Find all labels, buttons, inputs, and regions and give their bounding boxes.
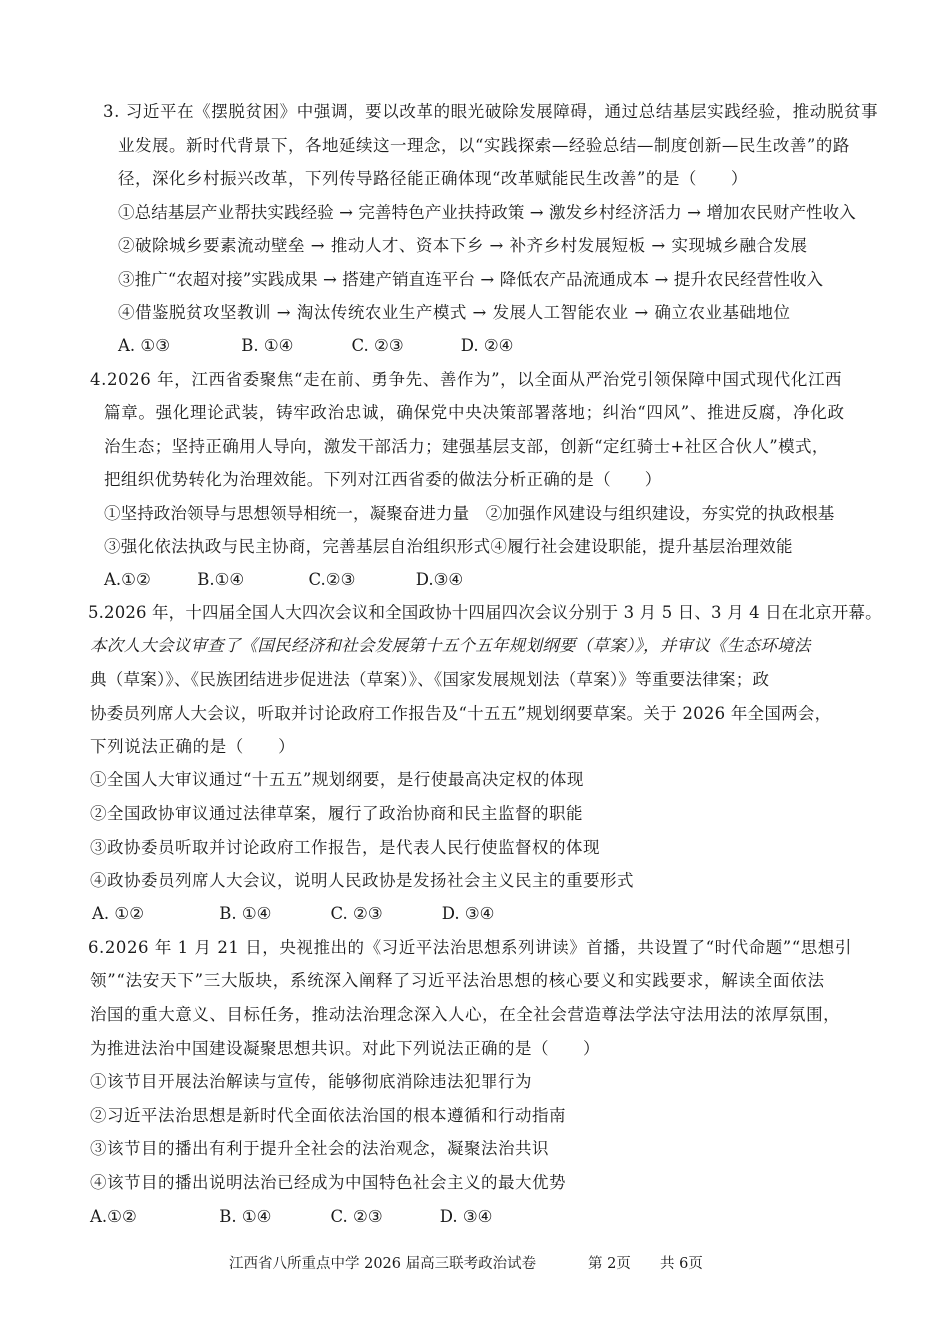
choice-a: A.①② xyxy=(90,1207,137,1226)
question-option: ①坚持政治领导与思想领导相统一，凝聚奋进力量 ②加强作风建设与组织建设，夯实党的执政根基 xyxy=(104,504,835,523)
choice-b: B. ①④ xyxy=(219,1207,272,1226)
question-stem-line: 6.2026 年 1 月 21 日，央视推出的《习近平法治思想系列讲读》首播，共设置了“时代命题”“思想引 xyxy=(88,938,852,957)
question-option: ③强化依法执政与民主协商，完善基层自治组织形式④履行社会建设职能，提升基层治理效能 xyxy=(104,537,793,556)
question-stem-line: 本次人大会议审查了《国民经济和社会发展第十五个五年规划纲要（草案）》，并审议《生态环境法 xyxy=(90,636,811,655)
question-option: ④借鉴脱贫攻坚教训 → 淘汰传统农业生产模式 → 发展人工智能农业 → 确立农业基础地位 xyxy=(118,303,791,322)
choice-b: B. ①④ xyxy=(241,336,294,355)
answer-choices xyxy=(104,568,463,592)
question-stem-line: 治生态；坚持正确用人导向，激发干部活力；建强基层支部，创新“定红骑士+社区合伙人”模式， xyxy=(104,437,829,456)
choice-b: B.①④ xyxy=(197,570,245,589)
answer-choices xyxy=(118,334,513,358)
choice-d: D. ③④ xyxy=(441,904,495,923)
page-number: 第 2页 xyxy=(588,1256,631,1272)
choice-c: C. ②③ xyxy=(330,904,383,923)
choice-a: A. ①② xyxy=(92,904,144,923)
question-option: ③政协委员听取并讨论政府工作报告，是代表人民行使监督权的体现 xyxy=(90,838,600,857)
question-stem-line: 篇章。强化理论武装，铸牢政治忠诚，确保党中央决策部署落地；纠治“四风”、推进反腐，净化政 xyxy=(104,403,845,422)
question-option: ③该节目的播出有利于提升全社会的法治观念，凝聚法治共识 xyxy=(90,1139,549,1158)
answer-choices xyxy=(92,902,494,926)
question-option: ②全国政协审议通过法律草案，履行了政治协商和民主监督的职能 xyxy=(90,804,583,823)
answer-choices xyxy=(90,1205,492,1229)
question-option: ②破除城乡要素流动壁垒 → 推动人才、资本下乡 → 补齐乡村发展短板 → 实现城乡融合发展 xyxy=(118,236,808,255)
choice-c: C. ②③ xyxy=(351,336,404,355)
question-stem-line: 5.2026 年，十四届全国人大四次会议和全国政协十四届四次会议分别于 3 月 5 日、3 月 4 日在北京开幕。 xyxy=(88,603,882,622)
question-stem-line: 为推进法治中国建设凝聚思想共识。对此下列说法正确的是（ ） xyxy=(90,1039,600,1058)
question-stem-line: 治国的重大意义、目标任务，推动法治理念深入人心，在全社会营造尊法学法守法用法的浓厚氛围， xyxy=(90,1005,841,1024)
page-total: 共 6页 xyxy=(660,1256,703,1272)
question-stem-line: 把组织优势转化为治理效能。下列对江西省委的做法分析正确的是（ ） xyxy=(104,470,662,489)
question-stem-line: 4.2026 年，江西省委聚焦“走在前、勇争先、善作为”，以全面从严治党引领保障中国式现代化江西 xyxy=(90,370,843,389)
choice-a: A. ①③ xyxy=(118,336,170,355)
question-option: ④政协委员列席人大会议，说明人民政协是发扬社会主义民主的重要形式 xyxy=(90,871,634,890)
choice-c: C.②③ xyxy=(308,570,356,589)
question-stem-line: 下列说法正确的是（ ） xyxy=(90,737,296,756)
choice-c: C. ②③ xyxy=(330,1207,383,1226)
question-stem-line: 3. 习近平在《摆脱贫困》中强调，要以改革的眼光破除发展障碍，通过总结基层实践经验，推动脱贫事 xyxy=(103,102,879,121)
question-stem-line: 典（草案）》、《民族团结进步促进法（草案）》、《国家发展规划法（草案）》等重要法律案；政 xyxy=(90,670,770,689)
question-stem-line: 径，深化乡村振兴改革，下列传导路径能正确体现“改革赋能民生改善”的是（ ） xyxy=(118,169,748,188)
question-stem-line: 领”“法安天下”三大版块，系统深入阐释了习近平法治思想的核心要义和实践要求，解读全面依法 xyxy=(90,971,825,990)
choice-a: A.①② xyxy=(104,570,151,589)
choice-d: D.③④ xyxy=(415,570,464,589)
choice-d: D. ③④ xyxy=(439,1207,493,1226)
question-option: ③推广“农超对接”实践成果 → 搭建产销直连平台 → 降低农产品流通成本 → 提升农民经营性收入 xyxy=(118,270,824,289)
question-option: ①该节目开展法治解读与宣传，能够彻底消除违法犯罪行为 xyxy=(90,1072,532,1091)
question-stem-line: 协委员列席人大会议，听取并讨论政府工作报告及“十五五”规划纲要草案。关于 2026 年全国两会， xyxy=(90,704,832,723)
choice-d: D. ②④ xyxy=(460,336,514,355)
question-stem-line: 业发展。新时代背景下，各地延续这一理念，以“实践探索—经验总结—制度创新—民生改善”的路 xyxy=(118,136,850,155)
choice-b: B. ①④ xyxy=(219,904,272,923)
question-option: ①总结基层产业帮扶实践经验 → 完善特色产业扶持政策 → 激发乡村经济活力 → 增加农民财产性收入 xyxy=(118,203,856,222)
question-option: ①全国人大审议通过“十五五”规划纲要，是行使最高决定权的体现 xyxy=(90,770,584,789)
question-option: ④该节目的播出说明法治已经成为中国特色社会主义的最大优势 xyxy=(90,1173,566,1192)
exam-title: 江西省八所重点中学 2026 届高三联考政治试卷 xyxy=(229,1256,537,1272)
question-option: ②习近平法治思想是新时代全面依法治国的根本遵循和行动指南 xyxy=(90,1106,566,1125)
